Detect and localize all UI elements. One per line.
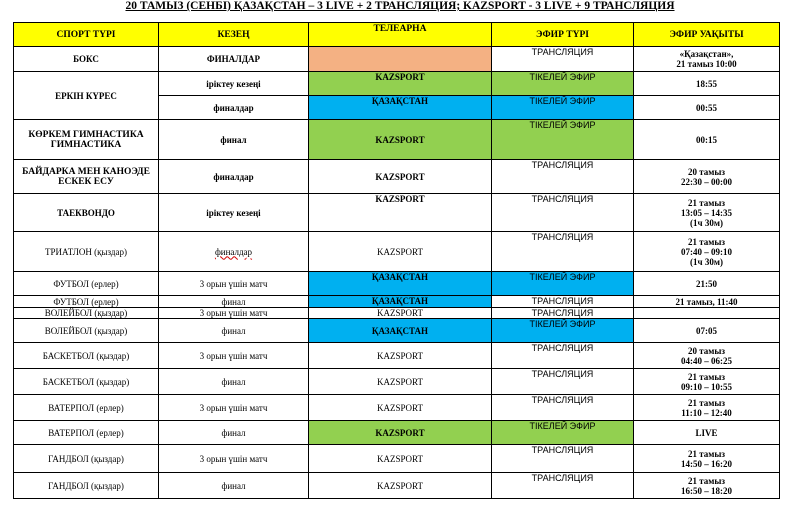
page-title: 20 ТАМЫЗ (СЕНБІ) ҚАЗАҚСТАН – 3 LIVE + 2 ТРАНСЛЯЦИЯ; KAZSPORT - 3 LIVE + 9 ТРАНСЛЯЦИЯ bbox=[125, 0, 675, 12]
air-time-cell bbox=[634, 47, 780, 72]
table-row bbox=[14, 319, 780, 343]
stage-cell: финал bbox=[159, 296, 309, 308]
channel-cell: KAZSPORT bbox=[309, 160, 492, 194]
stage-text: финалдар bbox=[214, 246, 253, 257]
table-row bbox=[14, 421, 780, 445]
time-line: 14:50 – 16:20 bbox=[681, 458, 732, 469]
time-line: 21 тамыз 10:00 bbox=[676, 59, 737, 69]
channel-cell: ҚАЗАҚСТАН bbox=[309, 296, 492, 308]
sport-cell: БАСКЕТБОЛ (қыздар) bbox=[14, 343, 159, 369]
time-line: 21 тамыз bbox=[687, 371, 726, 382]
time-line: 21 тамыз bbox=[687, 397, 726, 408]
channel-cell: KAZSPORT bbox=[309, 232, 492, 272]
table-row bbox=[14, 232, 780, 272]
air-time-cell: 18:55 bbox=[634, 72, 780, 96]
sport-cell: ВАТЕРПОЛ (ерлер) bbox=[14, 395, 159, 421]
table-row bbox=[14, 194, 780, 232]
time-line: 20 тамыз bbox=[687, 166, 726, 177]
stage-cell: іріктеу кезеңі bbox=[159, 194, 309, 232]
header-channel: ТЕЛЕАРНА bbox=[309, 23, 492, 47]
air-time-cell: 21 тамыз, 11:40 bbox=[634, 296, 780, 308]
time-line: 09:10 – 10:55 bbox=[681, 381, 732, 392]
air-type-cell: ТІКЕЛЕЙ ЭФИР bbox=[492, 72, 634, 96]
sport-cell: БАЙДАРКА МЕН КАНОЭДЕ ЕСКЕК ЕСУ bbox=[14, 160, 159, 194]
sport-cell: ВОЛЕЙБОЛ (қыздар) bbox=[14, 308, 159, 319]
channel-cell: KAZSPORT bbox=[309, 120, 492, 160]
sport-cell: ГАНДБОЛ (қыздар) bbox=[14, 473, 159, 499]
sport-cell: КӨРКЕМ ГИМНАСТИКА ГИМНАСТИКА bbox=[14, 120, 159, 160]
stage-cell: 3 орын үшін матч bbox=[159, 343, 309, 369]
header-air-type: ЭФИР ТҮРІ bbox=[492, 23, 634, 47]
channel-cell: KAZSPORT bbox=[309, 308, 492, 319]
air-time-cell: 21:50 bbox=[634, 272, 780, 296]
sport-cell: ФУТБОЛ (ерлер) bbox=[14, 272, 159, 296]
sport-cell: ЕРКІН КҮРЕС bbox=[14, 72, 159, 120]
channel-cell: ҚАЗАҚСТАН bbox=[309, 96, 492, 120]
time-line: 21 тамыз bbox=[687, 236, 726, 247]
time-line: 21 тамыз bbox=[687, 475, 726, 486]
sport-cell: ГАНДБОЛ (қыздар) bbox=[14, 445, 159, 473]
air-type-cell: ТІКЕЛЕЙ ЭФИР bbox=[492, 96, 634, 120]
sport-cell: БАСКЕТБОЛ (қыздар) bbox=[14, 369, 159, 395]
time-line: 16:50 – 18:20 bbox=[681, 485, 732, 496]
table-row bbox=[14, 369, 780, 395]
channel-cell: KAZSPORT bbox=[309, 395, 492, 421]
air-type-cell: ТІКЕЛЕЙ ЭФИР bbox=[492, 272, 634, 296]
table-row bbox=[14, 445, 780, 473]
time-line: 21 тамыз bbox=[687, 448, 726, 459]
table-row bbox=[14, 72, 780, 96]
stage-cell: ФИНАЛДАР bbox=[159, 47, 309, 72]
time-line: (1ч 30м) bbox=[690, 217, 723, 228]
sport-cell: ТАЕКВОНДО bbox=[14, 194, 159, 232]
channel-cell: ҚАЗАҚСТАН bbox=[309, 272, 492, 296]
time-line: (1ч 30м) bbox=[690, 256, 723, 267]
channel-cell: ҚАЗАҚСТАН bbox=[309, 319, 492, 343]
time-line: 07:40 – 09:10 bbox=[681, 246, 732, 257]
stage-cell: финал bbox=[159, 369, 309, 395]
table-row bbox=[14, 473, 780, 499]
table-header-row bbox=[14, 23, 780, 47]
air-type-cell: ТРАНСЛЯЦИЯ bbox=[492, 47, 634, 72]
air-type-cell: ТРАНСЛЯЦИЯ bbox=[492, 160, 634, 194]
table-row bbox=[14, 395, 780, 421]
stage-cell: 3 орын үшін матч bbox=[159, 272, 309, 296]
air-type-cell: ТРАНСЛЯЦИЯ bbox=[492, 194, 634, 232]
time-line: 11:10 – 12:40 bbox=[681, 407, 732, 418]
table-row bbox=[14, 160, 780, 194]
table-row bbox=[14, 272, 780, 296]
air-type-cell: ТІКЕЛЕЙ ЭФИР bbox=[492, 319, 634, 343]
channel-cell bbox=[309, 47, 492, 72]
stage-cell: финалдар bbox=[159, 160, 309, 194]
air-time-cell bbox=[634, 473, 780, 499]
channel-cell: KAZSPORT bbox=[309, 194, 492, 232]
air-type-cell: ТРАНСЛЯЦИЯ bbox=[492, 395, 634, 421]
channel-cell: KAZSPORT bbox=[309, 445, 492, 473]
sport-cell: ВОЛЕЙБОЛ (қыздар) bbox=[14, 319, 159, 343]
stage-cell: финалдар bbox=[159, 96, 309, 120]
air-time-cell: 00:55 bbox=[634, 96, 780, 120]
air-type-cell: ТРАНСЛЯЦИЯ bbox=[492, 296, 634, 308]
air-time-cell bbox=[634, 232, 780, 272]
channel-cell: KAZSPORT bbox=[309, 343, 492, 369]
air-time-cell: 00:15 bbox=[634, 120, 780, 160]
air-time-cell bbox=[634, 308, 780, 319]
channel-cell: KAZSPORT bbox=[309, 72, 492, 96]
air-time-cell: LIVE bbox=[634, 421, 780, 445]
air-type-cell: ТІКЕЛЕЙ ЭФИР bbox=[492, 421, 634, 445]
stage-cell: іріктеу кезеңі bbox=[159, 72, 309, 96]
header-sport: СПОРТ ТҮРІ bbox=[14, 23, 159, 47]
air-type-cell: ТРАНСЛЯЦИЯ bbox=[492, 308, 634, 319]
air-time-cell bbox=[634, 395, 780, 421]
air-type-cell: ТРАНСЛЯЦИЯ bbox=[492, 232, 634, 272]
stage-cell: 3 орын үшін матч bbox=[159, 395, 309, 421]
air-type-cell: ТРАНСЛЯЦИЯ bbox=[492, 343, 634, 369]
air-type-cell: ТРАНСЛЯЦИЯ bbox=[492, 369, 634, 395]
stage-cell: финал bbox=[159, 421, 309, 445]
air-time-cell bbox=[634, 160, 780, 194]
time-line: 13:05 – 14:35 bbox=[681, 207, 732, 218]
channel-cell: KAZSPORT bbox=[309, 421, 492, 445]
time-line: 04:40 – 06:25 bbox=[681, 355, 732, 366]
air-time-cell bbox=[634, 445, 780, 473]
table-row bbox=[14, 296, 780, 308]
air-time-cell bbox=[634, 194, 780, 232]
air-type-cell: ТРАНСЛЯЦИЯ bbox=[492, 473, 634, 499]
air-type-cell: ТРАНСЛЯЦИЯ bbox=[492, 445, 634, 473]
table-row bbox=[14, 120, 780, 160]
sport-cell: ФУТБОЛ (ерлер) bbox=[14, 296, 159, 308]
time-line: «Қазақстан», bbox=[679, 49, 734, 59]
table-row bbox=[14, 47, 780, 72]
stage-cell: 3 орын үшін матч bbox=[159, 445, 309, 473]
table-row bbox=[14, 343, 780, 369]
table-row bbox=[14, 308, 780, 319]
air-type-cell: ТІКЕЛЕЙ ЭФИР bbox=[492, 120, 634, 160]
schedule-table bbox=[13, 22, 780, 499]
header-stage: КЕЗЕҢ bbox=[159, 23, 309, 47]
air-time-cell bbox=[634, 369, 780, 395]
time-line: 21 тамыз bbox=[687, 197, 726, 208]
stage-cell: 3 орын үшін матч bbox=[159, 308, 309, 319]
sport-cell: ТРИАТЛОН (қыздар) bbox=[14, 232, 159, 272]
time-line: 22:30 – 00:00 bbox=[681, 176, 732, 187]
stage-cell bbox=[159, 232, 309, 272]
stage-cell: финал bbox=[159, 473, 309, 499]
stage-cell: финал bbox=[159, 319, 309, 343]
channel-cell: KAZSPORT bbox=[309, 473, 492, 499]
sport-cell: ВАТЕРПОЛ (ерлер) bbox=[14, 421, 159, 445]
header-air-time: ЭФИР УАҚЫТЫ bbox=[634, 23, 780, 47]
air-time-cell: 07:05 bbox=[634, 319, 780, 343]
time-line: 20 тамыз bbox=[687, 345, 726, 356]
stage-cell: финал bbox=[159, 120, 309, 160]
channel-cell: KAZSPORT bbox=[309, 369, 492, 395]
air-time-cell bbox=[634, 343, 780, 369]
sport-cell: БОКС bbox=[14, 47, 159, 72]
